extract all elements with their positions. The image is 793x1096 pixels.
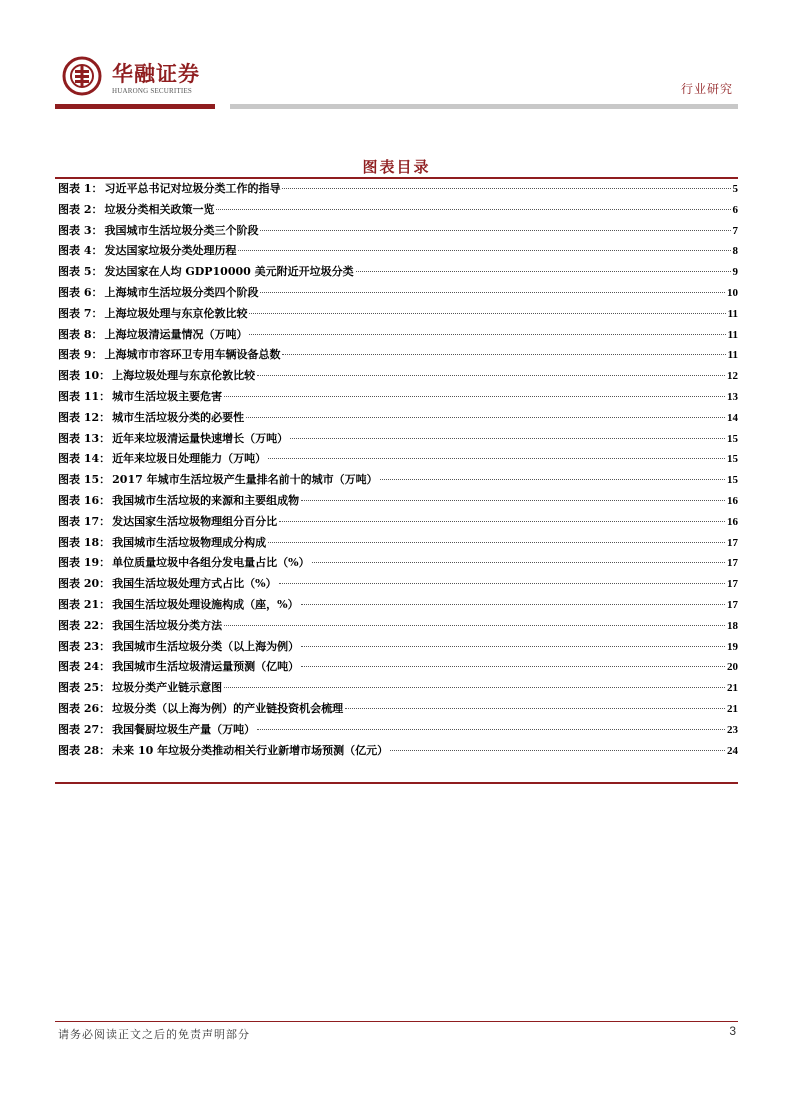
toc-entry-page: 18 bbox=[727, 619, 738, 632]
toc-entry[interactable] bbox=[58, 596, 738, 617]
toc-entry-title: 垃圾分类产业链示意图 bbox=[112, 681, 223, 695]
toc-entry-title: 2017 年城市生活垃圾产生量排名前十的城市（万吨） bbox=[112, 473, 378, 487]
figure-toc-list bbox=[58, 180, 738, 762]
toc-entry-label: 图表 22： bbox=[58, 618, 111, 632]
toc-entry-leader bbox=[224, 687, 725, 688]
toc-entry[interactable] bbox=[58, 409, 738, 430]
toc-entry-leader bbox=[282, 188, 730, 189]
toc-entry[interactable] bbox=[58, 658, 738, 679]
toc-entry-page: 17 bbox=[727, 598, 738, 611]
toc-entry-label: 图表 9： bbox=[58, 348, 103, 362]
toc-entry-leader bbox=[290, 438, 725, 439]
toc-entry-label: 图表 8： bbox=[58, 327, 103, 341]
report-type: 行业研究 bbox=[680, 82, 733, 96]
toc-entry-page: 16 bbox=[727, 494, 738, 507]
toc-entry[interactable] bbox=[58, 575, 738, 596]
toc-entry-label: 图表 4： bbox=[58, 244, 103, 258]
toc-entry-page: 16 bbox=[727, 515, 738, 528]
footer-disclaimer: 请务必阅读正文之后的免责声明部分 bbox=[58, 1028, 250, 1041]
toc-entry-label: 图表 14： bbox=[58, 452, 111, 466]
toc-entry-label: 图表 17： bbox=[58, 514, 111, 528]
toc-entry-title: 上海垃圾处理与东京伦敦比较 bbox=[112, 369, 256, 383]
toc-entry-page: 14 bbox=[727, 411, 738, 424]
toc-entry-page: 15 bbox=[727, 432, 738, 445]
toc-entry-page: 8 bbox=[732, 245, 738, 258]
toc-entry-leader bbox=[301, 500, 725, 501]
toc-entry-label: 图表 19： bbox=[58, 556, 111, 570]
toc-bottom-divider bbox=[55, 782, 738, 784]
toc-entry[interactable] bbox=[58, 326, 738, 347]
toc-entry-leader bbox=[246, 417, 725, 418]
toc-entry-label: 图表 23： bbox=[58, 639, 111, 653]
toc-entry[interactable] bbox=[58, 492, 738, 513]
toc-entry-label: 图表 26： bbox=[58, 701, 111, 715]
toc-entry-leader bbox=[301, 604, 725, 605]
toc-entry-label: 图表 5： bbox=[58, 265, 103, 279]
toc-entry[interactable] bbox=[58, 742, 738, 763]
footer-divider bbox=[55, 1021, 738, 1022]
toc-entry[interactable] bbox=[58, 617, 738, 638]
toc-entry-title: 上海垃圾清运量情况（万吨） bbox=[104, 327, 248, 341]
toc-entry-label: 图表 6： bbox=[58, 285, 103, 299]
toc-entry-page: 15 bbox=[727, 453, 738, 466]
toc-entry-page: 20 bbox=[727, 661, 738, 674]
toc-entry-title: 我国城市生活垃圾的来源和主要组成物 bbox=[112, 493, 300, 507]
toc-entry[interactable] bbox=[58, 305, 738, 326]
toc-entry-page: 6 bbox=[732, 203, 738, 216]
toc-entry-label: 图表 21： bbox=[58, 597, 111, 611]
toc-entry-title: 我国餐厨垃圾生产量（万吨） bbox=[112, 722, 256, 736]
toc-entry[interactable] bbox=[58, 450, 738, 471]
toc-entry-leader bbox=[268, 458, 725, 459]
toc-entry[interactable] bbox=[58, 346, 738, 367]
header-rule bbox=[230, 104, 738, 109]
toc-entry-leader bbox=[268, 542, 725, 543]
toc-entry-leader bbox=[345, 708, 725, 709]
toc-entry[interactable] bbox=[58, 388, 738, 409]
toc-entry-leader bbox=[390, 750, 725, 751]
page-number: 3 bbox=[729, 1024, 736, 1038]
toc-entry-leader bbox=[224, 625, 725, 626]
toc-entry-page: 5 bbox=[732, 183, 738, 195]
toc-entry-label: 图表 10： bbox=[58, 369, 111, 383]
toc-entry-leader bbox=[257, 729, 725, 730]
toc-entry-label: 图表 27： bbox=[58, 722, 111, 736]
toc-entry-page: 21 bbox=[727, 682, 738, 695]
toc-entry-page: 13 bbox=[727, 390, 738, 403]
toc-entry-leader bbox=[301, 646, 725, 647]
toc-entry[interactable] bbox=[58, 242, 738, 263]
toc-entry-title: 我国生活垃圾处理方式占比（%） bbox=[112, 577, 277, 591]
toc-entry-label: 图表 28： bbox=[58, 743, 111, 757]
toc-entry-label: 图表 18： bbox=[58, 535, 111, 549]
toc-entry-page: 10 bbox=[727, 286, 738, 299]
toc-entry-label: 图表 7： bbox=[58, 306, 103, 320]
header-rule-accent bbox=[55, 104, 215, 109]
toc-entry-page: 17 bbox=[727, 578, 738, 591]
toc-entry[interactable] bbox=[58, 679, 738, 700]
toc-entry-title: 我国城市生活垃圾分类（以上海为例） bbox=[112, 639, 300, 653]
toc-entry[interactable] bbox=[58, 201, 738, 222]
toc-entry-title: 垃圾分类相关政策一览 bbox=[104, 202, 215, 216]
toc-entry-title: 习近平总书记对垃圾分类工作的指导 bbox=[104, 182, 281, 195]
toc-entry-leader bbox=[224, 396, 725, 397]
toc-entry-title: 上海垃圾处理与东京伦敦比较 bbox=[104, 306, 248, 320]
toc-entry[interactable] bbox=[58, 513, 738, 534]
toc-entry-label: 图表 16： bbox=[58, 493, 111, 507]
toc-entry-title: 城市生活垃圾主要危害 bbox=[112, 389, 223, 403]
toc-entry-leader bbox=[257, 375, 725, 376]
toc-title: 图表目录 bbox=[362, 158, 431, 176]
toc-entry-title: 发达国家生活垃圾物理组分百分比 bbox=[112, 514, 278, 528]
toc-entry-page: 15 bbox=[727, 474, 738, 487]
toc-entry-page: 9 bbox=[732, 266, 738, 279]
toc-entry-label: 图表 25： bbox=[58, 681, 111, 695]
toc-entry-page: 11 bbox=[727, 349, 738, 362]
toc-entry-title: 我国生活垃圾分类方法 bbox=[112, 618, 223, 632]
toc-entry-title: 我国城市生活垃圾物理成分构成 bbox=[112, 535, 267, 549]
logo-english-name: HUARONG SECURITIES bbox=[112, 87, 193, 95]
toc-entry-leader bbox=[249, 313, 725, 314]
toc-entry-label: 图表 3： bbox=[58, 223, 103, 237]
toc-entry-label: 图表 24： bbox=[58, 660, 111, 674]
toc-entry-label: 图表 13： bbox=[58, 431, 111, 445]
toc-entry-page: 11 bbox=[727, 328, 738, 341]
toc-entry[interactable] bbox=[58, 284, 738, 305]
toc-entry-leader bbox=[301, 666, 725, 667]
toc-entry[interactable] bbox=[58, 534, 738, 555]
toc-entry-title: 上海城市生活垃圾分类四个阶段 bbox=[104, 285, 259, 299]
toc-entry[interactable] bbox=[58, 367, 738, 388]
toc-entry-title: 未来 10 年垃圾分类推动相关行业新增市场预测（亿元） bbox=[112, 743, 389, 757]
toc-entry-title: 单位质量垃圾中各组分发电量占比（%） bbox=[112, 556, 310, 570]
toc-entry-leader bbox=[260, 292, 725, 293]
toc-entry-title: 我国城市生活垃圾分类三个阶段 bbox=[104, 223, 259, 237]
toc-entry-leader bbox=[282, 354, 725, 355]
toc-entry-leader bbox=[260, 230, 730, 231]
toc-entry[interactable] bbox=[58, 430, 738, 451]
toc-entry-page: 21 bbox=[727, 702, 738, 715]
toc-entry-label: 图表 2： bbox=[58, 202, 103, 216]
toc-entry-title: 发达国家在人均 GDP10000 美元附近开垃圾分类 bbox=[104, 265, 354, 279]
toc-entry-title: 垃圾分类（以上海为例）的产业链投资机会梳理 bbox=[112, 701, 344, 715]
toc-entry-page: 17 bbox=[727, 557, 738, 570]
toc-entry-page: 11 bbox=[727, 307, 738, 320]
toc-entry-page: 24 bbox=[727, 744, 738, 757]
toc-entry-leader bbox=[249, 334, 725, 335]
toc-entry-title: 上海城市市容环卫专用车辆设备总数 bbox=[104, 348, 281, 362]
toc-entry-title: 近年来垃圾清运量快速增长（万吨） bbox=[112, 431, 289, 445]
toc-entry[interactable] bbox=[58, 554, 738, 575]
toc-entry-page: 23 bbox=[727, 723, 738, 736]
toc-entry-page: 19 bbox=[727, 640, 738, 653]
toc-entry-label: 图表 20： bbox=[58, 577, 111, 591]
toc-entry[interactable] bbox=[58, 180, 738, 201]
toc-entry-label: 图表 12： bbox=[58, 410, 111, 424]
toc-entry-leader bbox=[380, 479, 725, 480]
toc-entry-leader bbox=[279, 583, 725, 584]
toc-entry-leader bbox=[279, 521, 725, 522]
toc-entry-label: 图表 11： bbox=[58, 389, 111, 403]
logo-chinese-name: 华融证券 bbox=[112, 62, 200, 86]
toc-entry[interactable] bbox=[58, 638, 738, 659]
toc-entry-leader bbox=[356, 271, 731, 272]
toc-entry-title: 城市生活垃圾分类的必要性 bbox=[112, 410, 245, 424]
toc-entry-label: 图表 1： bbox=[58, 182, 103, 195]
huarong-logo-icon bbox=[62, 56, 102, 96]
toc-entry[interactable] bbox=[58, 222, 738, 243]
toc-entry-leader bbox=[238, 250, 730, 251]
toc-entry-label: 图表 15： bbox=[58, 473, 111, 487]
toc-entry-title: 我国城市生活垃圾清运量预测（亿吨） bbox=[112, 660, 300, 674]
toc-entry-title: 我国生活垃圾处理设施构成（座，%） bbox=[112, 597, 299, 611]
toc-entry-title: 发达国家垃圾分类处理历程 bbox=[104, 244, 237, 258]
toc-entry-page: 12 bbox=[727, 370, 738, 383]
toc-entry-page: 7 bbox=[732, 224, 738, 237]
toc-top-divider bbox=[55, 177, 738, 179]
toc-entry[interactable] bbox=[58, 471, 738, 492]
toc-entry-page: 17 bbox=[727, 536, 738, 549]
toc-entry-title: 近年来垃圾日处理能力（万吨） bbox=[112, 452, 267, 466]
company-logo bbox=[62, 56, 242, 106]
toc-entry[interactable] bbox=[58, 263, 738, 284]
toc-entry-leader bbox=[216, 209, 730, 210]
toc-entry[interactable] bbox=[58, 700, 738, 721]
toc-entry[interactable] bbox=[58, 721, 738, 742]
toc-entry-leader bbox=[312, 562, 725, 563]
